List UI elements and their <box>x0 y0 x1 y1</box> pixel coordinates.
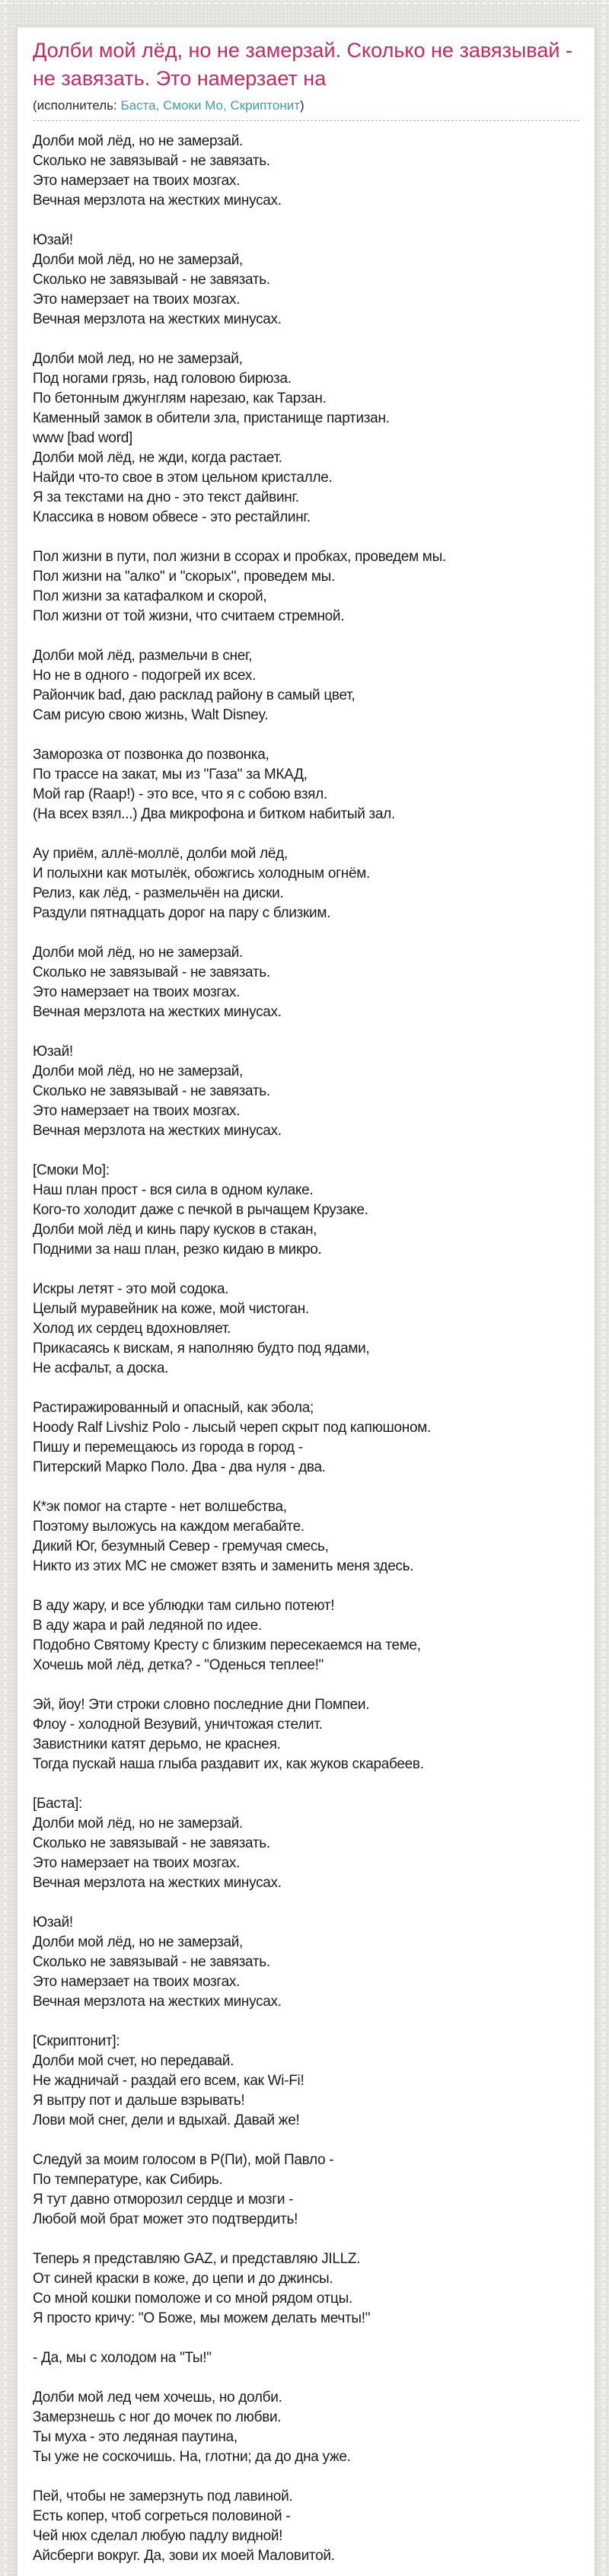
lyric-line: Сколько не завязывай - не завязать. <box>33 1954 270 1970</box>
stanza <box>33 745 579 824</box>
artist-link[interactable]: Скриптонит <box>230 98 301 113</box>
lyric-line: Вечная мерзлота на жестких минусах. <box>33 311 282 327</box>
lyric-line: Ты муха - это ледяная паутина, <box>33 2429 238 2445</box>
lyric-line: Долби мой счет, но передавай. <box>33 2053 234 2069</box>
lyric-line: Я просто кричу: "О Боже, мы можем делать мечты!" <box>33 2310 371 2326</box>
lyric-line: Со мной кошки помоложе и со мной рядом отцы. <box>33 2291 352 2307</box>
lyric-line: Долби мой лёд, но не замерзай, <box>33 1063 244 1079</box>
lyric-line: Хочешь мой лёд, детка? - "Оденься теплее!" <box>33 1657 324 1673</box>
stanza <box>33 2150 579 2230</box>
lyric-line: Долби мой лёд и кинь пару кусков в стакан, <box>33 1222 317 1238</box>
lyric-line: Любой мой брат может это подтвердить! <box>33 2211 298 2227</box>
lyric-line: Это намерзает на твоих мозгах. <box>33 1855 241 1871</box>
lyric-line: Прикасаясь к вискам, я наполняю будто под ядами, <box>33 1341 370 1357</box>
lyric-line: Ты уже не соскочишь. На, глотни; да до дна уже. <box>33 2449 351 2465</box>
artist-separator: , <box>155 98 164 113</box>
lyric-line: В аду жару, и все ублюдки там сильно потеют! <box>33 1598 335 1614</box>
lyric-line: Найди что-то свое в этом цельном кристалле. <box>33 470 333 486</box>
lyric-line: Эй, йоу! Эти строки словно последние дни Помпеи. <box>33 1697 370 1713</box>
artist-links <box>120 98 300 113</box>
lyric-line: Вечная мерзлота на жестких минусах. <box>33 1875 282 1891</box>
lyric-line: Hoody Ralf Livshiz Polo - лысый череп скрыт под капюшоном. <box>33 1420 431 1436</box>
artist-link[interactable]: Баста <box>120 98 156 113</box>
lyric-line: Флоу - холодной Везувий, уничтожая стелит. <box>33 1717 323 1733</box>
lyric-line: Сам рисую свою жизнь, Walt Disney. <box>33 707 269 723</box>
lyric-line: Долби мой лёд, но не замерзай. <box>33 133 244 149</box>
artist-link[interactable]: Смоки Мо <box>163 98 223 113</box>
lyric-line: Никто из этих МС не сможет взять и заменить меня здесь. <box>33 1558 414 1574</box>
lyric-line: Юзай! <box>33 1914 73 1930</box>
artist-separator: , <box>222 98 231 113</box>
stanza <box>33 1794 579 1893</box>
lyric-line: Сколько не завязывай - не завязать. <box>33 153 270 169</box>
lyric-line: Теперь я представляю GAZ, и представляю JILLZ. <box>33 2251 361 2267</box>
lyric-line: [Скриптонит]: <box>33 2033 120 2049</box>
lyric-line: Пол жизни на "алко" и "скорых", проведем мы. <box>33 569 335 585</box>
lyric-line: Юзай! <box>33 1044 73 1060</box>
lyric-line: - Да, мы с холодом на "Ты!" <box>33 2350 212 2366</box>
lyric-line: От синей краски в коже, до цепи и до джинсы. <box>33 2271 333 2287</box>
lyric-line: Пишу и перемещаюсь из города в город - <box>33 1439 303 1455</box>
stanza <box>33 1042 579 1141</box>
lyric-line: И полыхни как мотылёк, обожгись холодным огнём. <box>33 866 370 882</box>
stanza <box>33 1497 579 1577</box>
lyric-line: Лови мой снег, дели и вдыхай. Давай же! <box>33 2112 300 2128</box>
lyric-line: Долби мой лёд, не жди, когда растает. <box>33 450 282 466</box>
stanza <box>33 2348 579 2368</box>
lyrics-card <box>17 27 595 2576</box>
lyric-line: Но не в одного - подогрей их всех. <box>33 668 257 684</box>
stanza <box>33 2388 579 2467</box>
lyric-line: Пей, чтобы не замерзнуть под лавиной. <box>33 2488 293 2504</box>
lyric-line: Пол жизни в пути, пол жизни в ссорах и пробках, проведем мы. <box>33 549 446 565</box>
song-title: Долби мой лёд, но не замерзай. Сколько не завязывай - не завязать. Это намерзает на <box>33 39 572 90</box>
lyric-line: Вечная мерзлота на жестких минусах. <box>33 1123 282 1139</box>
lyric-line: По бетонным джунглям нарезаю, как Тарзан. <box>33 391 327 406</box>
stanza <box>33 1161 579 1260</box>
lyric-line: В аду жара и рай ледяной по идее. <box>33 1618 262 1634</box>
lyric-line: Тогда пускай наша глыба раздавит их, как жуков скарабеев. <box>33 1756 424 1772</box>
lyric-line: Подними за наш план, резко кидаю в микро. <box>33 1242 322 1258</box>
lyric-line: Пол жизни за катафалком и скорой, <box>33 588 267 604</box>
stanza <box>33 1596 579 1675</box>
lyric-line: Релиз, как лёд, - размельчён на диски. <box>33 885 284 901</box>
stanza <box>33 547 579 626</box>
lyric-line: Долби мой лёд, но не замерзай, <box>33 1934 244 1950</box>
lyric-line: Долби мой лед, но не замерзай, <box>33 351 243 367</box>
lyric-line: Я тут давно отморозил сердце и мозги - <box>33 2192 294 2208</box>
stanza <box>33 1695 579 1774</box>
stanza <box>33 1280 579 1379</box>
lyric-line: Вечная мерзлота на жестких минусах. <box>33 1004 282 1020</box>
lyric-line: Мой rap (Raap!) - это все, что я с собою взял. <box>33 786 327 802</box>
lyric-line: (На всех взял...) Два микрофона и битком набитый зал. <box>33 806 395 822</box>
lyric-line: Юзай! <box>33 232 73 248</box>
lyric-line: Это намерзает на твоих мозгах. <box>33 1103 241 1119</box>
lyric-line: Дикий Юг, безумный Север - гремучая смесь, <box>33 1538 329 1554</box>
lyric-line: Айсберги вокруг. Да, зови их моей Маловитой. <box>33 2548 335 2564</box>
lyric-line: Это намерзает на твоих мозгах. <box>33 984 241 1000</box>
stanza <box>33 2032 579 2131</box>
lyric-line: Не жадничай - раздай его всем, как Wi-Fi! <box>33 2073 304 2089</box>
stanza <box>33 1398 579 1478</box>
lyric-line: Ау приём, аллё-моллё, долби мой лёд, <box>33 846 288 862</box>
lyric-line: По трассе на закат, мы из "Газа" за МКАД, <box>33 767 308 783</box>
lyric-line: Каменный замок в обители зла, пристанище партизан. <box>33 410 390 426</box>
lyric-line: Питерский Марко Поло. Два - два нуля - два. <box>33 1459 326 1475</box>
lyric-line: Долби мой лед чем хочешь, но долби. <box>33 2389 282 2405</box>
lyric-line: www [bad word] <box>33 430 132 446</box>
lyric-line: Сколько не завязывай - не завязать. <box>33 1835 270 1851</box>
stanza <box>33 231 579 330</box>
lyric-line: Вечная мерзлота на жестких минусах. <box>33 193 282 209</box>
lyric-line: Холод их сердец вдохновляет. <box>33 1321 231 1337</box>
lyric-line: Наш план прост - вся сила в одном кулаке. <box>33 1182 314 1198</box>
stanza <box>33 943 579 1022</box>
lyric-line: Это намерзает на твоих мозгах. <box>33 292 241 308</box>
lyric-line: Классика в новом обвесе - это рестайлинг. <box>33 509 311 525</box>
lyric-line: Чей нюх сделал любую падлу видной! <box>33 2528 283 2544</box>
lyrics-text <box>33 132 579 2566</box>
lyric-line: Завистники катят дерьмо, не краснея. <box>33 1736 281 1752</box>
lyric-line: Это намерзает на твоих мозгах. <box>33 173 241 189</box>
lyric-line: Есть копер, чтоб согреться половиной - <box>33 2508 291 2524</box>
lyric-line: Райончик bad, даю расклад району в самый цвет, <box>33 687 356 703</box>
lyric-line: Искры летят - это мой содока. <box>33 1281 229 1297</box>
lyric-line: [Смоки Мо]: <box>33 1162 110 1178</box>
lyric-line: Долби мой лёд, но не замерзай. <box>33 1816 244 1832</box>
lyric-line: Целый муравейник на коже, мой чистоган. <box>33 1301 309 1317</box>
lyric-line: Долби мой лёд, но не замерзай, <box>33 252 244 268</box>
lyric-line: Вечная мерзлота на жестких минусах. <box>33 1994 282 2010</box>
stanza <box>33 349 579 528</box>
credits-close-paren: ) <box>300 98 304 113</box>
stanza <box>33 844 579 923</box>
stanza <box>33 2487 579 2566</box>
lyric-line: Сколько не завязывай - не завязать. <box>33 272 270 288</box>
lyric-line: К*эк помог на старте - нет волшебства, <box>33 1499 287 1515</box>
lyric-line: Подобно Святому Кресту с близким пересекаемся на теме, <box>33 1637 421 1653</box>
lyric-line: Поэтому выложусь на каждом мегабайте. <box>33 1519 304 1535</box>
lyric-line: Сколько не завязывай - не завязать. <box>33 964 270 980</box>
stanza <box>33 1913 579 2012</box>
lyric-line: Следуй за моим голосом в Р(Пи), мой Павло - <box>33 2152 334 2168</box>
artist-credits <box>33 97 579 121</box>
lyric-line: Пол жизни от той жизни, что считаем стремной. <box>33 608 345 624</box>
lyric-line: Не асфальт, а доска. <box>33 1360 169 1376</box>
stanza <box>33 2249 579 2329</box>
lyric-line: Долби мой лёд, размельчи в снег, <box>33 648 253 664</box>
lyric-line: [Баста]: <box>33 1796 83 1812</box>
lyric-line: Под ногами грязь, над головою бирюза. <box>33 371 292 387</box>
lyric-line: Кого-то холодит даже с печкой в рычащем Крузаке. <box>33 1202 368 1218</box>
lyric-line: Я вытру пот и дальше взрывать! <box>33 2093 245 2109</box>
lyric-line: Долби мой лёд, но не замерзай. <box>33 945 244 961</box>
lyric-line: Это намерзает на твоих мозгах. <box>33 1974 241 1990</box>
stanza <box>33 646 579 725</box>
stitch-top-decoration <box>0 2 609 4</box>
lyric-line: Замерзнешь с ног до мочек по любви. <box>33 2409 282 2425</box>
lyric-line: Я за текстами на дно - это текст дайвинг. <box>33 489 299 505</box>
lyric-line: Заморозка от позвонка до позвонка, <box>33 747 269 763</box>
lyric-line: Растиражированный и опасный, как эбола; <box>33 1400 314 1416</box>
performer-label: (исполнитель: <box>33 98 117 113</box>
stanza <box>33 132 579 211</box>
lyric-line: Сколько не завязывай - не завязать. <box>33 1083 270 1099</box>
lyric-line: Раздули пятнадцать дорог на пару с близким. <box>33 905 331 921</box>
lyric-line: По температуре, как Сибирь. <box>33 2172 223 2188</box>
